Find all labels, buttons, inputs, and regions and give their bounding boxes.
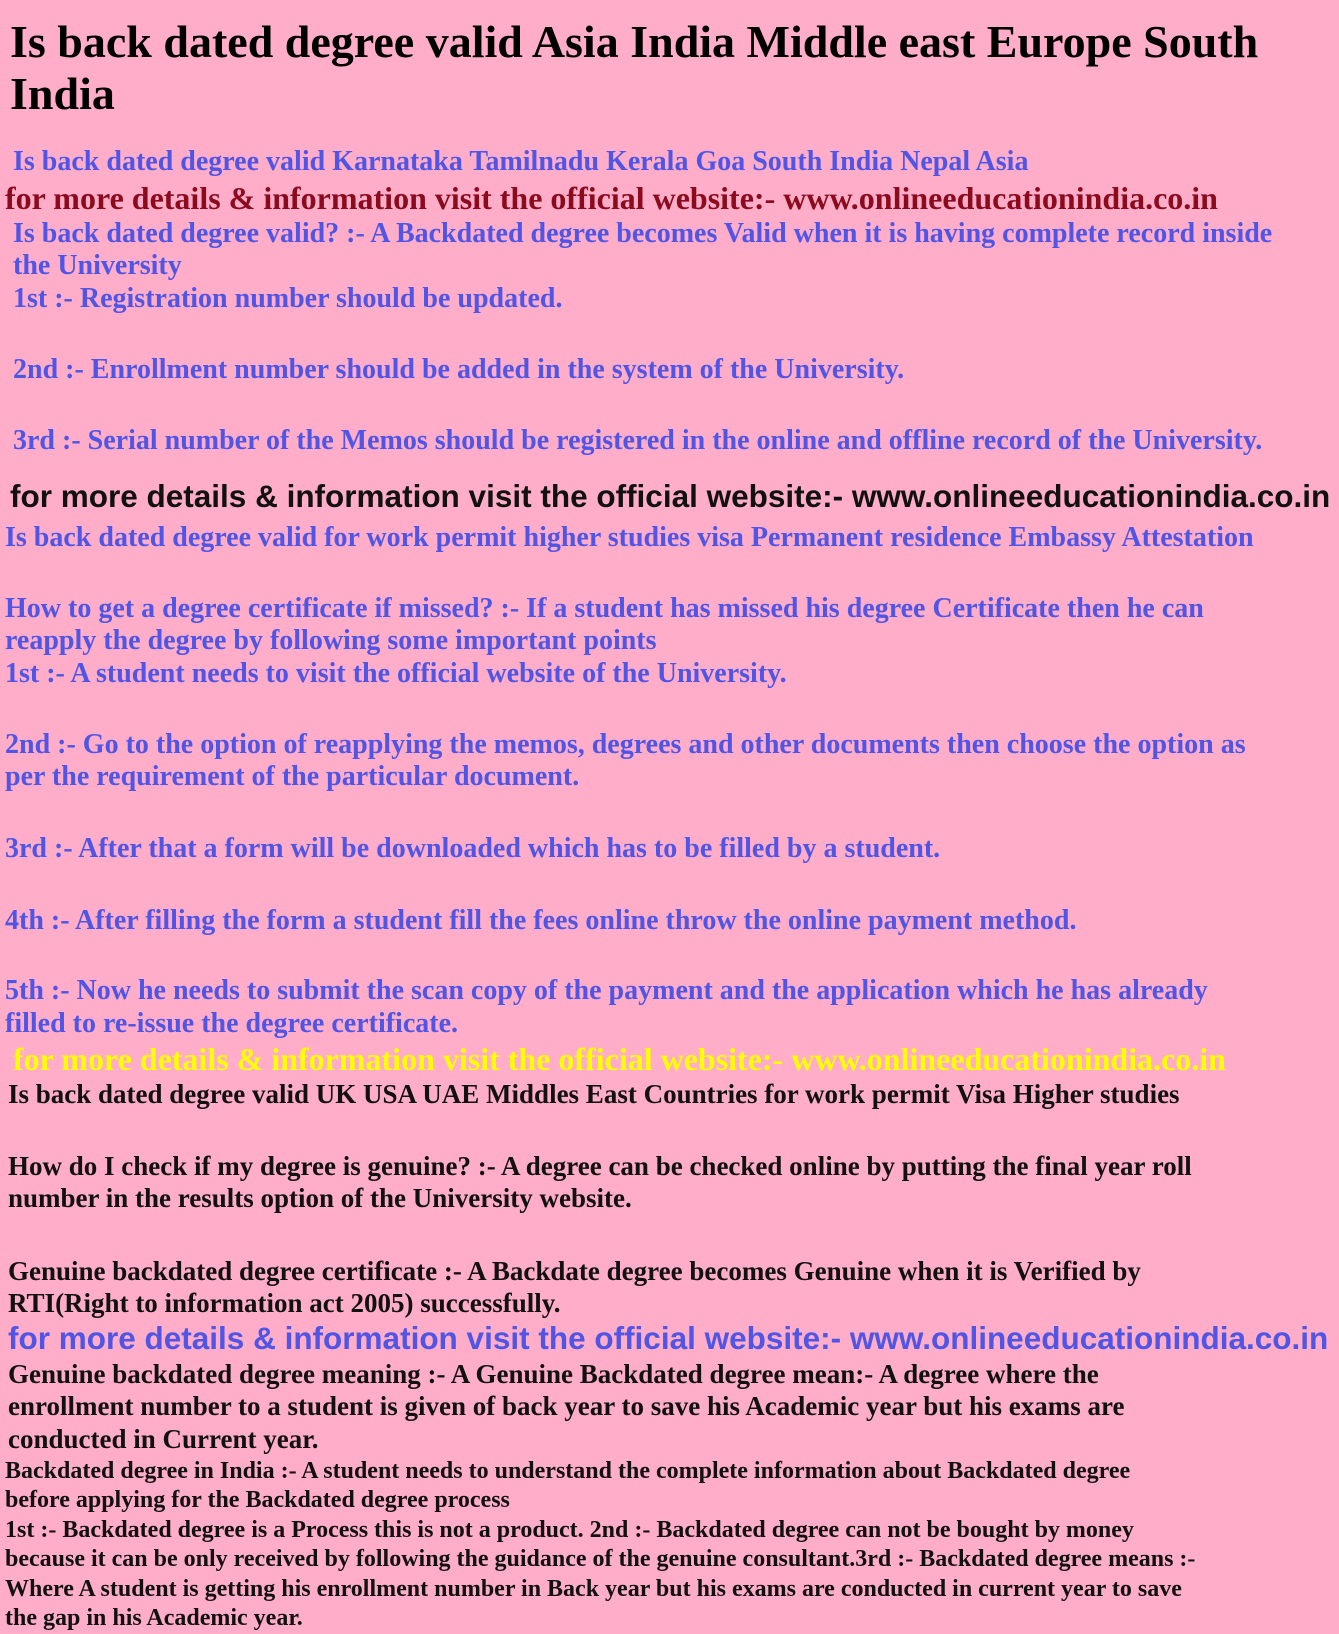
india-line1: Backdated degree in India :- A student needs to understand the complete information about Backdated degree bbox=[5, 1458, 1131, 1484]
india-line2: before applying for the Backdated degree process bbox=[5, 1487, 510, 1513]
subtitle: Is back dated degree valid Karnataka Tamilnadu Kerala Goa South India Nepal Asia bbox=[13, 146, 1029, 177]
meaning-line3: conducted in Current year. bbox=[8, 1424, 319, 1454]
uk-usa-heading: Is back dated degree valid UK USA UAE Middles East Countries for work permit Visa Higher studies bbox=[8, 1079, 1180, 1109]
missed-point-4: 4th :- After filling the form a student fill the fees online throw the online payment method. bbox=[5, 905, 1077, 936]
missed-intro-line2: reapply the degree by following some important points bbox=[5, 625, 657, 656]
valid-intro-line2: the University bbox=[13, 250, 182, 281]
missed-point-5-line2: filled to re-issue the degree certificate. bbox=[5, 1008, 459, 1039]
website-cta-yellow: for more details & information visit the official website:- www.onlineeducationindia.co.in bbox=[13, 1041, 1226, 1077]
missed-point-2-line1: 2nd :- Go to the option of reapplying the memos, degrees and other documents then choose the option as bbox=[5, 729, 1246, 760]
missed-point-1: 1st :- A student needs to visit the official website of the University. bbox=[5, 658, 787, 689]
page-title: Is back dated degree valid Asia India Middle east Europe South India bbox=[10, 16, 1259, 119]
work-permit-heading: Is back dated degree valid for work permit higher studies visa Permanent residence Embassy Attestation bbox=[5, 522, 1254, 553]
missed-intro-line1: How to get a degree certificate if missed? :- If a student has missed his degree Certificate then he can bbox=[5, 593, 1204, 624]
india-line6: the gap in his Academic year. bbox=[5, 1605, 303, 1631]
genuine-certificate-line2: RTI(Right to information act 2005) successfully. bbox=[8, 1288, 561, 1318]
website-cta-black: for more details & information visit the official website:- www.onlineeducationindia.co.in bbox=[10, 478, 1331, 514]
valid-intro-line1: Is back dated degree valid? :- A Backdated degree becomes Valid when it is having complete record inside bbox=[13, 218, 1273, 249]
meaning-line1: Genuine backdated degree meaning :- A Genuine Backdated degree mean:- A degree where the bbox=[8, 1359, 1099, 1389]
missed-point-3: 3rd :- After that a form will be downloaded which has to be filled by a student. bbox=[5, 833, 941, 864]
india-line3: 1st :- Backdated degree is a Process this is not a product. 2nd :- Backdated degree can not be bought by money bbox=[5, 1517, 1134, 1543]
website-cta-maroon: for more details & information visit the official website:- www.onlineeducationindia.co.in bbox=[5, 180, 1218, 216]
check-genuine-line1: How do I check if my degree is genuine? :- A degree can be checked online by putting the final year roll bbox=[8, 1151, 1192, 1181]
missed-point-2-line2: per the requirement of the particular document. bbox=[5, 761, 580, 792]
valid-point-1: 1st :- Registration number should be updated. bbox=[13, 283, 563, 314]
india-line4: because it can be only received by following the guidance of the genuine consultant.3rd :- Backdated degree means :- bbox=[5, 1546, 1196, 1572]
valid-point-2: 2nd :- Enrollment number should be added in the system of the University. bbox=[13, 354, 905, 385]
check-genuine-line2: number in the results option of the University website. bbox=[8, 1183, 632, 1213]
genuine-certificate-line1: Genuine backdated degree certificate :- A Backdate degree becomes Genuine when it is Verified by bbox=[8, 1256, 1141, 1286]
website-cta-blue: for more details & information visit the official website:- www.onlineeducationindia.co.in bbox=[8, 1320, 1329, 1356]
india-line5: Where A student is getting his enrollment number in Back year but his exams are conducted in current year to save bbox=[5, 1576, 1182, 1602]
valid-point-3: 3rd :- Serial number of the Memos should be registered in the online and offline record of the University. bbox=[13, 425, 1263, 456]
meaning-line2: enrollment number to a student is given of back year to save his Academic year but his exams are bbox=[8, 1391, 1125, 1421]
missed-point-5-line1: 5th :- Now he needs to submit the scan copy of the payment and the application which he has already bbox=[5, 975, 1208, 1006]
